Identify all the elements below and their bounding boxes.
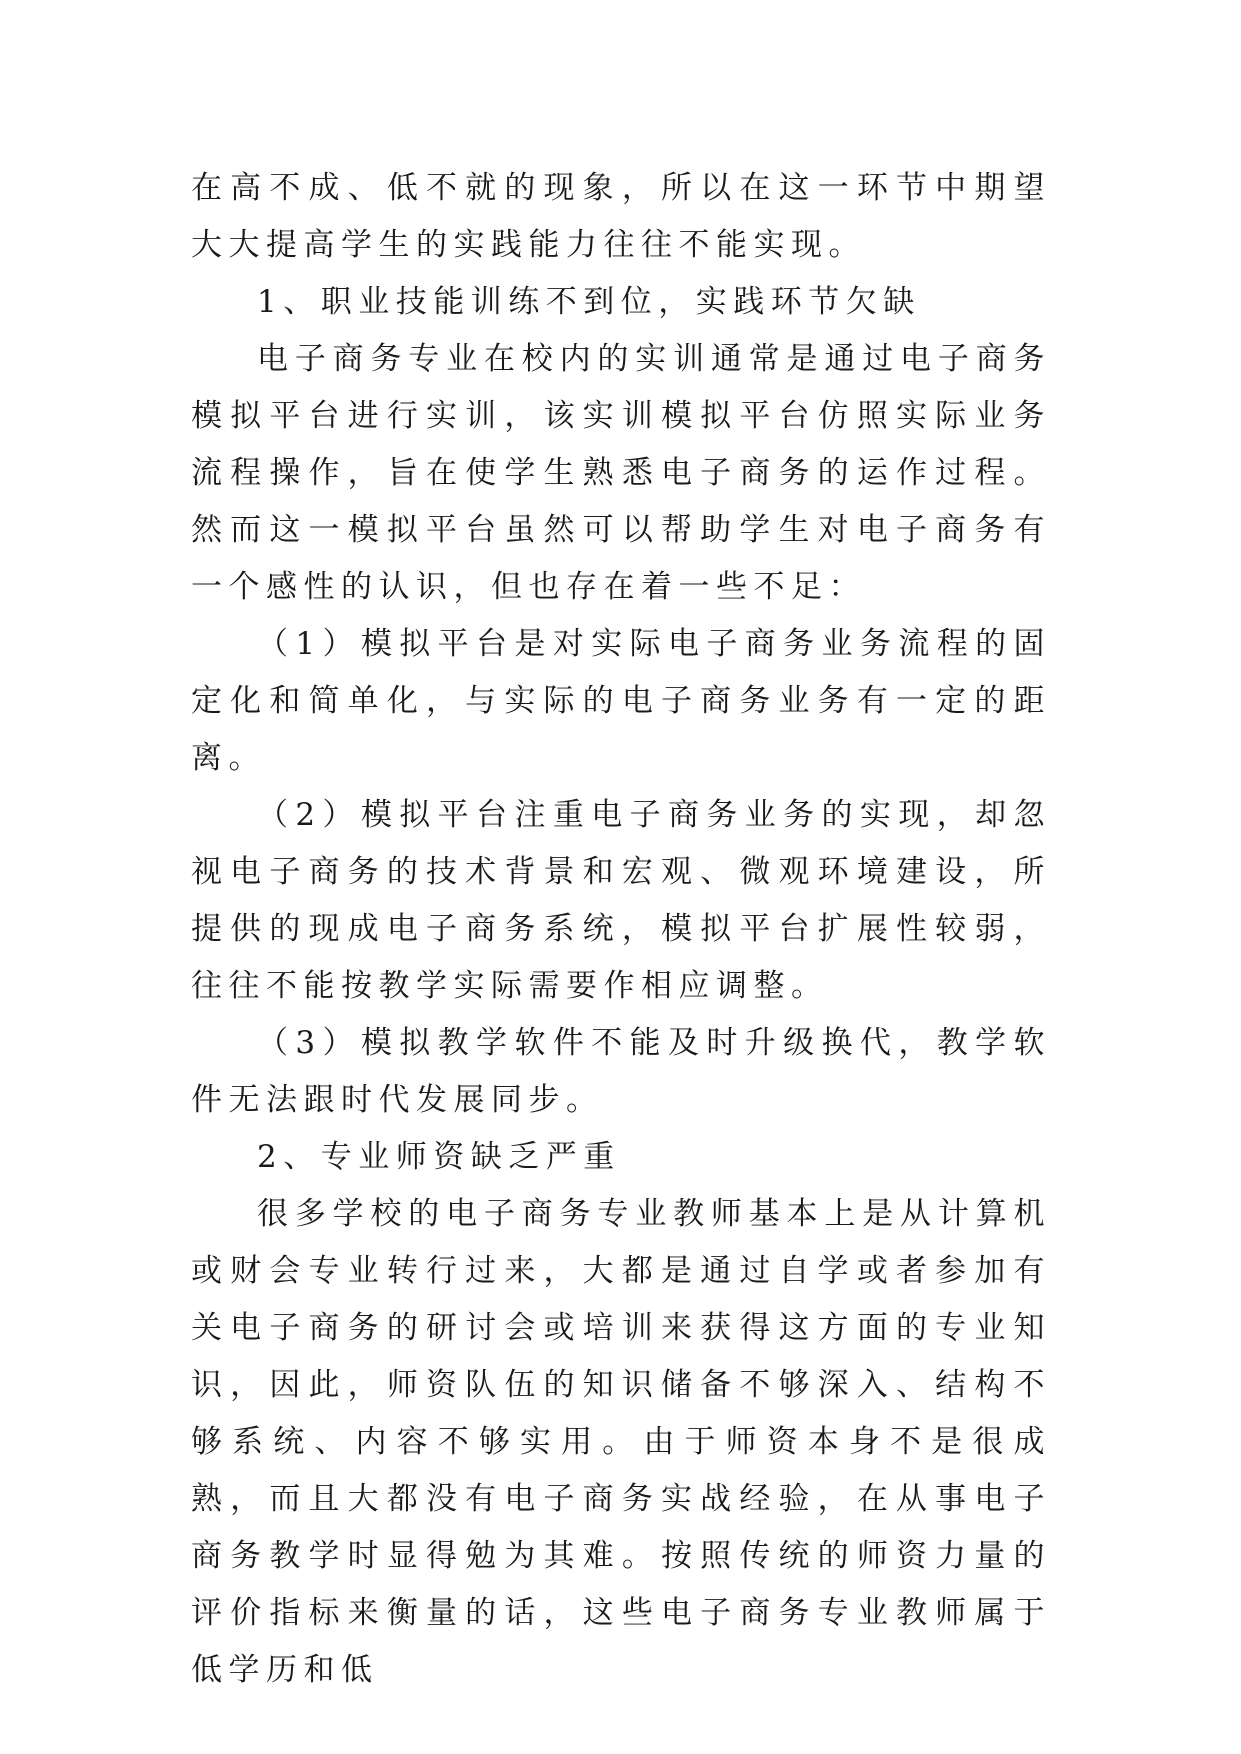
- paragraph-teachers: 很多学校的电子商务专业教师基本上是从计算机或财会专业转行过来，大都是通过自学或者参加有关电子商务的研讨会或培训来获得这方面的专业知识，因此，师资队伍的知识储备不够深入、结构不够系统、内容不够实用。由于师资本身不是很成熟，而且大都没有电子商务实战经验，在从事电子商务教学时显得勉为其难。按照传统的师资力量的评价指标来衡量的话，这些电子商务专业教师属于低学历和低: [191, 1196, 1051, 1688]
- body-text: [191, 160, 1051, 1699]
- section-heading-2: 2、专业师资缺乏严重: [257, 1139, 621, 1175]
- list-item-2: （2）模拟平台注重电子商务业务的实现，却忽视电子商务的技术背景和宏观、微观环境建设，所提供的现成电子商务系统，模拟平台扩展性较弱，往往不能按教学实际需要作相应调整。: [191, 797, 1051, 1004]
- section-heading-1: 1、职业技能训练不到位，实践环节欠缺: [257, 284, 921, 320]
- list-item-1: （1）模拟平台是对实际电子商务业务流程的固定化和简单化，与实际的电子商务业务有一定的距离。: [191, 626, 1051, 776]
- paragraph-simulation-platform: 电子商务专业在校内的实训通常是通过电子商务模拟平台进行实训，该实训模拟平台仿照实际业务流程操作，旨在使学生熟悉电子商务的运作过程。然而这一模拟平台虽然可以帮助学生对电子商务有一个感性的认识，但也存在着一些不足：: [191, 341, 1051, 605]
- paragraph-continuation: 在高不成、低不就的现象，所以在这一环节中期望大大提高学生的实践能力往往不能实现。: [191, 170, 1051, 263]
- list-item-3: （3）模拟教学软件不能及时升级换代，教学软件无法跟时代发展同步。: [191, 1025, 1051, 1118]
